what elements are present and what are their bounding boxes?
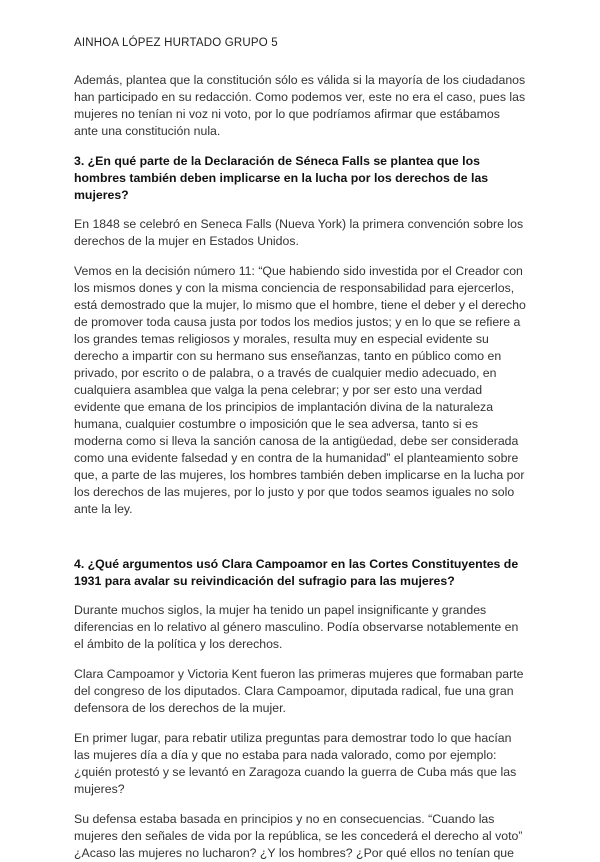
paragraph-constitution: Además, plantea que la constitución sólo es válida si la mayoría de los ciudadanos han participado en su redacción. Como podemos ver, este no era el caso, pues las mujeres no tenían ni voz ni voto, por lo que podríamos afirmar que estábamos ante una constitución nula.	[74, 73, 526, 138]
paragraph-decision-11: Vemos en la decisión número 11: “Que habiendo sido investida por el Creador con los mismos dones y con la misma conciencia de responsabilidad para ejercerlos, está demostrado que la mujer, lo mismo que el hombre, tiene el deber y el derecho de promover toda causa justa por todos los medios justos; y en lo que se refiere a los grandes temas religiosos y morales, resulta muy en especial evidente su derecho a impartir con su hermano sus enseñanzas, tanto en público como en privado, por escrito o de palabra, o a través de cualquier medio adecuado, en cualquiera asamblea que valga la pena celebrar; y por ser esto una verdad evidente que emana de los principios de implantación divina de la naturaleza humana, cualquier costumbre o imposición que le sea adversa, tanto si es moderna como si lleva la sanción canosa de la antigüedad, debe ser considerada como una evidente falsedad y en contra de la humanidad” el planteamiento sobre que, a parte de las mujeres, los hombres también deben implicarse en la lucha por los derechos de las mujeres, por lo justo y por que todos seamos iguales no solo ante la ley.	[74, 264, 526, 516]
paragraph-questions: En primer lugar, para rebatir utiliza preguntas para demostrar todo lo que hacían las mujeres día a día y que no estaba para nada valorado, como por ejemplo:¿quién protestó y se levantó en Zaragoza cuando la guerra de Cuba más que las mujeres?	[74, 731, 517, 796]
question-4-heading: 4. ¿Qué argumentos usó Clara Campoamor en las Cortes Constituyentes de 1931 para avalar su reivindicación del sufragio para las mujeres?	[74, 557, 519, 588]
paragraph-campoamor-kent: Clara Campoamor y Victoria Kent fueron las primeras mujeres que formaban parte del congreso de los diputados. Clara Campoamor, diputada radical, fue una gran defensora de los derechos de la mujer.	[74, 667, 524, 715]
paragraph-seneca-falls: En 1848 se celebró en Seneca Falls (Nueva York) la primera convención sobre los derechos de la mujer en Estados Unidos.	[74, 217, 524, 248]
paragraph-principles: Su defensa estaba basada en principios y no en consecuencias. “Cuando las mujeres den señales de vida por la república, se les concederá el derecho al voto” ¿Acaso las mujeres no lucharon? ¿Y los hombres? ¿Por qué ellos no tenían que	[74, 812, 523, 860]
document-body	[74, 72, 526, 862]
paragraph-history: Durante muchos siglos, la mujer ha tenido un papel insignificante y grandes diferencias en lo relativo al género masculino. Podía observarse notablemente en el ámbito de la política y los derechos.	[74, 603, 519, 651]
page-header: AINHOA LÓPEZ HURTADO GRUPO 5	[74, 37, 278, 49]
question-3-heading: 3. ¿En qué parte de la Declaración de Séneca Falls se plantea que los hombres también deben implicarse en la lucha por los derechos de las mujeres?	[74, 154, 489, 202]
